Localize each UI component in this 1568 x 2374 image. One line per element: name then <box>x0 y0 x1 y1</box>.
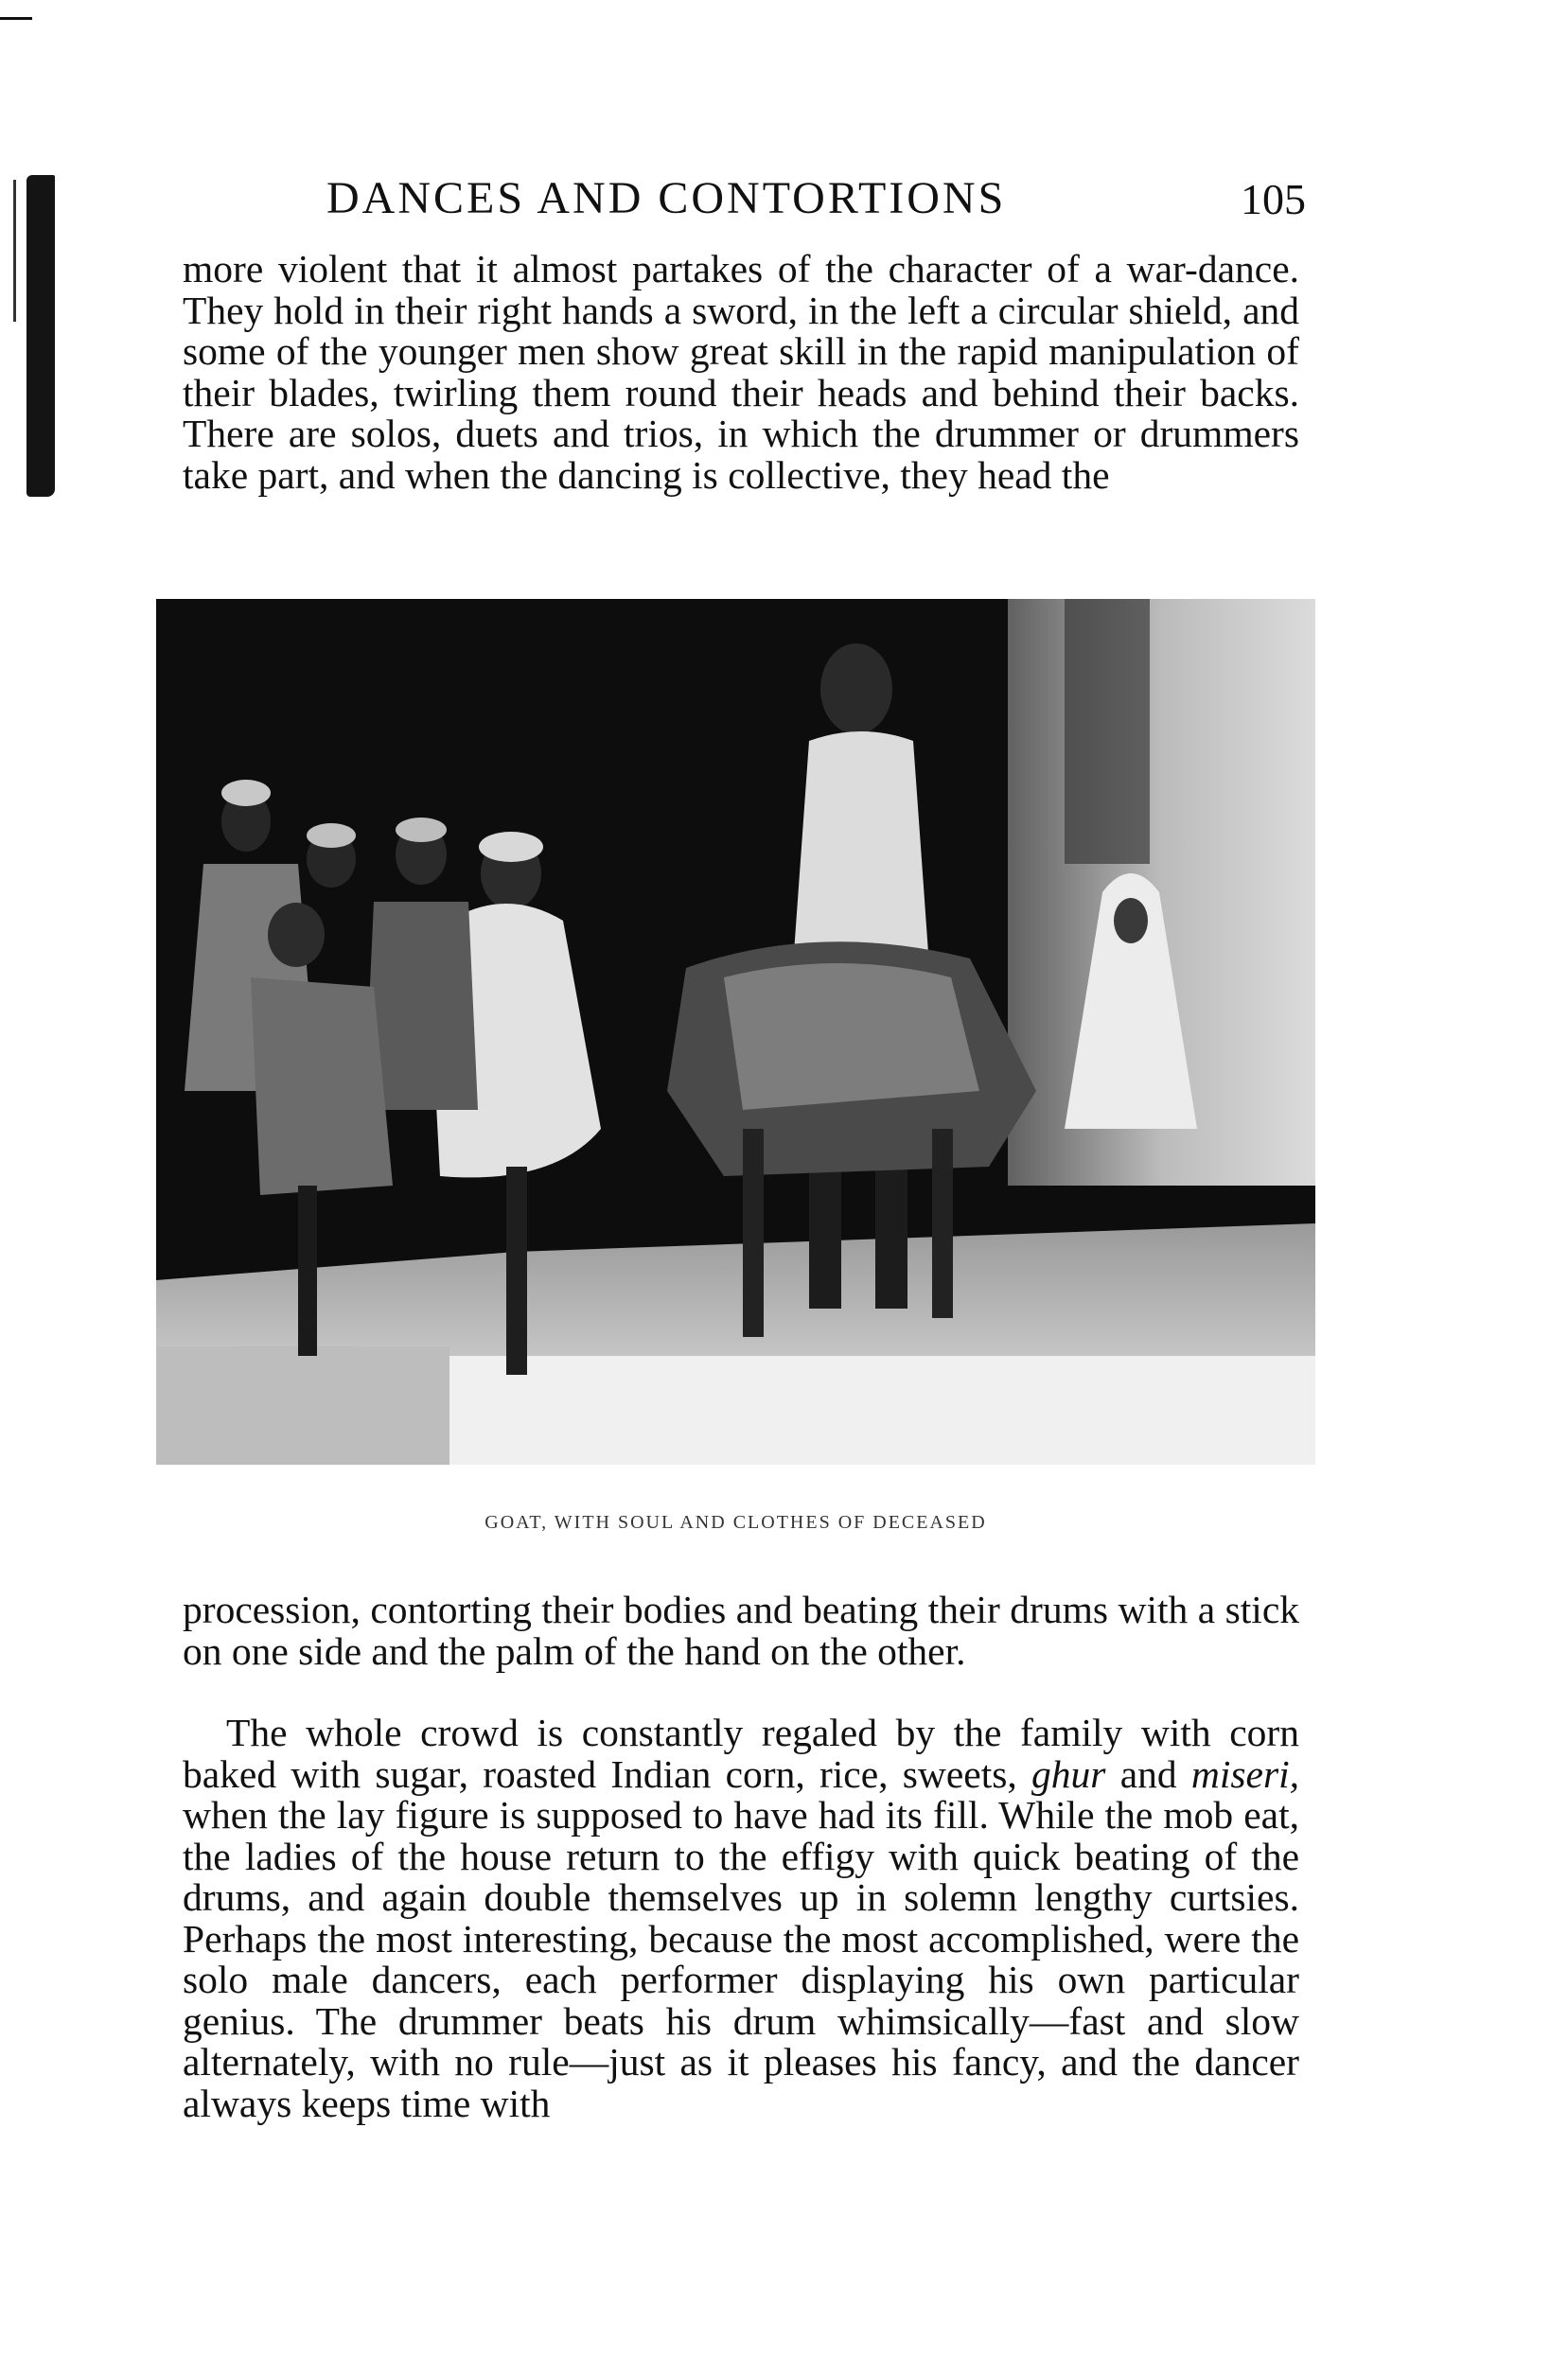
term-ghur: ghur <box>1031 1751 1106 1796</box>
paragraph-crowd-text-b: and <box>1105 1751 1191 1796</box>
term-miseri: miseri, <box>1190 1751 1300 1796</box>
paragraph-continuation: procession, contorting their bodies and beating their drums with a stick on one side and the palm of the hand on the other. <box>183 1588 1299 1673</box>
scan-gutter-line <box>13 180 16 322</box>
paragraph-top: more violent that it almost partakes of the character of a war-dance. They hold in their right hands a sword, in the left a circular shield, and some of the younger men show great skill in the rapid manipulation of their blades, twirling them round their heads and behind their backs. There are solos, duets and trios, in which the drummer or drummers take part, and when the dancing is collective, they head the <box>183 247 1299 497</box>
page-number: 105 <box>1241 175 1306 223</box>
paragraph-crowd-text-c: when the lay figure is supposed to have had its fill. While the mob eat, the ladies of the house return to the effigy with quick beating of the drums, and again double themselves up in solemn lengthy curtsies. Perhaps the most interesting, because the most accomplished, were the solo male dancers, each performer displaying his own particular genius. The drummer beats his drum whimsically—fast and slow alternately, with no rule—just as it pleases his fancy, and the dancer always keeps time with <box>183 1793 1299 2125</box>
scan-corner-mark <box>0 17 32 20</box>
photo-illustration <box>156 599 1315 1465</box>
figure-caption: GOAT, WITH SOUL AND CLOTHES OF DECEASED <box>484 1512 987 1533</box>
paragraph-crowd <box>183 1713 1299 2124</box>
scan-gutter-shadow <box>26 175 55 497</box>
paragraph-crowd-text-a: The whole crowd is constantly regaled by the family with corn baked with sugar, roasted Indian corn, rice, sweets, <box>183 1711 1299 1796</box>
running-header <box>326 172 1306 229</box>
running-title: DANCES AND CONTORTIONS <box>326 173 1007 223</box>
halftone-photograph <box>156 599 1315 1465</box>
